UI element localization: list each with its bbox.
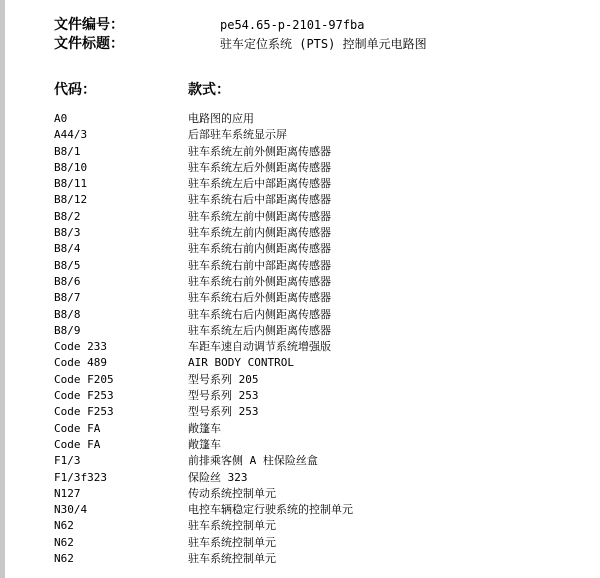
component-description: 型号系列 253 [188, 389, 259, 403]
list-item [54, 307, 594, 323]
component-code: B8/4 [54, 242, 81, 256]
component-description: 驻车系统左后外侧距离传感器 [188, 160, 331, 174]
component-code: N62 [54, 552, 74, 566]
doc-number-label: 文件编号： [54, 17, 124, 33]
component-code: Code F205 [54, 372, 114, 386]
component-description: 型号系列 253 [188, 405, 259, 419]
component-code: B8/8 [54, 307, 81, 321]
component-code: A44/3 [54, 128, 88, 142]
list-item [54, 127, 594, 143]
component-code: Code 489 [54, 356, 107, 370]
component-code: B8/2 [54, 209, 81, 223]
component-code: N127 [54, 486, 81, 500]
component-code: N62 [54, 535, 74, 549]
list-item [54, 192, 594, 208]
list-item [54, 274, 594, 290]
component-code: B8/3 [54, 226, 81, 240]
component-description: 保险丝 323 [188, 470, 248, 484]
component-description: 驻车系统左后内侧距离传感器 [188, 323, 331, 337]
code-column-header: 代码： [54, 82, 96, 98]
component-code: B8/11 [54, 177, 88, 191]
component-description: 电路图的应用 [188, 112, 254, 125]
component-code: Code F253 [54, 389, 114, 403]
component-description: 驻车系统右后外侧距离传感器 [188, 291, 331, 305]
component-code: Code F253 [54, 405, 114, 419]
component-code: Code 233 [54, 340, 107, 354]
component-code: F1/3f323 [54, 470, 107, 484]
component-description: 前排乘客侧 A 柱保险丝盒 [188, 454, 318, 468]
component-description: 车距车速自动调节系统增强版 [188, 340, 331, 354]
list-item [54, 372, 594, 388]
component-code: N30/4 [54, 503, 88, 517]
component-description: 驻车系统右前中部距离传感器 [188, 258, 331, 272]
component-description: 型号系列 205 [188, 372, 259, 386]
component-description: AIR BODY CONTROL [188, 356, 294, 370]
component-code: F1/3 [54, 454, 81, 468]
component-description: 后部驻车系统显示屏 [188, 128, 287, 142]
component-code: B8/10 [54, 160, 88, 174]
list-item [54, 323, 594, 339]
component-description: 驻车系统左前内侧距离传感器 [188, 226, 331, 240]
component-description: 驻车系统控制单元 [188, 535, 276, 549]
component-description: 驻车系统右前内侧距离传感器 [188, 242, 331, 256]
code-list [54, 111, 594, 567]
list-item [54, 404, 594, 420]
list-item [54, 355, 594, 371]
component-description: 驻车系统控制单元 [188, 552, 276, 566]
list-item [54, 535, 594, 551]
list-item [54, 388, 594, 404]
list-item [54, 290, 594, 306]
component-description: 电控车辆稳定行驶系统的控制单元 [188, 503, 353, 517]
version-column-header: 款式： [188, 82, 230, 98]
component-code: N62 [54, 519, 74, 533]
doc-title-label: 文件标题： [54, 36, 124, 52]
doc-number-value: pe54.65-p-2101-97fba [220, 18, 365, 32]
component-description: 驻车系统左前中侧距离传感器 [188, 209, 331, 223]
doc-title-row [54, 35, 574, 54]
component-code: A0 [54, 112, 68, 125]
list-item [54, 551, 594, 567]
component-description: 驻车系统左后中部距离传感器 [188, 177, 331, 191]
component-code: B8/12 [54, 193, 88, 207]
list-item [54, 421, 594, 437]
component-description: 传动系统控制单元 [188, 486, 276, 500]
component-code: B8/5 [54, 258, 81, 272]
list-item [54, 225, 594, 241]
component-code: Code FA [54, 437, 101, 451]
component-description: 敞篷车 [188, 421, 221, 435]
list-item [54, 470, 594, 486]
list-item [54, 209, 594, 225]
component-code: B8/6 [54, 274, 81, 288]
component-code: Code FA [54, 421, 101, 435]
list-item [54, 258, 594, 274]
list-item [54, 111, 594, 127]
list-item [54, 160, 594, 176]
component-description: 驻车系统左前外侧距离传感器 [188, 144, 331, 158]
list-item [54, 437, 594, 453]
component-code: B8/1 [54, 144, 81, 158]
column-headers [54, 80, 574, 100]
list-item [54, 453, 594, 469]
list-item [54, 502, 594, 518]
component-description: 敞篷车 [188, 437, 221, 451]
component-description: 驻车系统右后中部距离传感器 [188, 193, 331, 207]
list-item [54, 241, 594, 257]
list-item [54, 176, 594, 192]
left-margin-bar [0, 0, 5, 578]
list-item [54, 518, 594, 534]
component-description: 驻车系统右后内侧距离传感器 [188, 307, 331, 321]
list-item [54, 339, 594, 355]
component-code: B8/7 [54, 291, 81, 305]
component-description: 驻车系统右前外侧距离传感器 [188, 274, 331, 288]
document-header [54, 16, 574, 54]
list-item [54, 144, 594, 160]
doc-number-row [54, 16, 574, 35]
doc-title-value: 驻车定位系统 (PTS) 控制单元电路图 [220, 37, 427, 51]
list-item [54, 486, 594, 502]
component-description: 驻车系统控制单元 [188, 519, 276, 533]
component-code: B8/9 [54, 323, 81, 337]
